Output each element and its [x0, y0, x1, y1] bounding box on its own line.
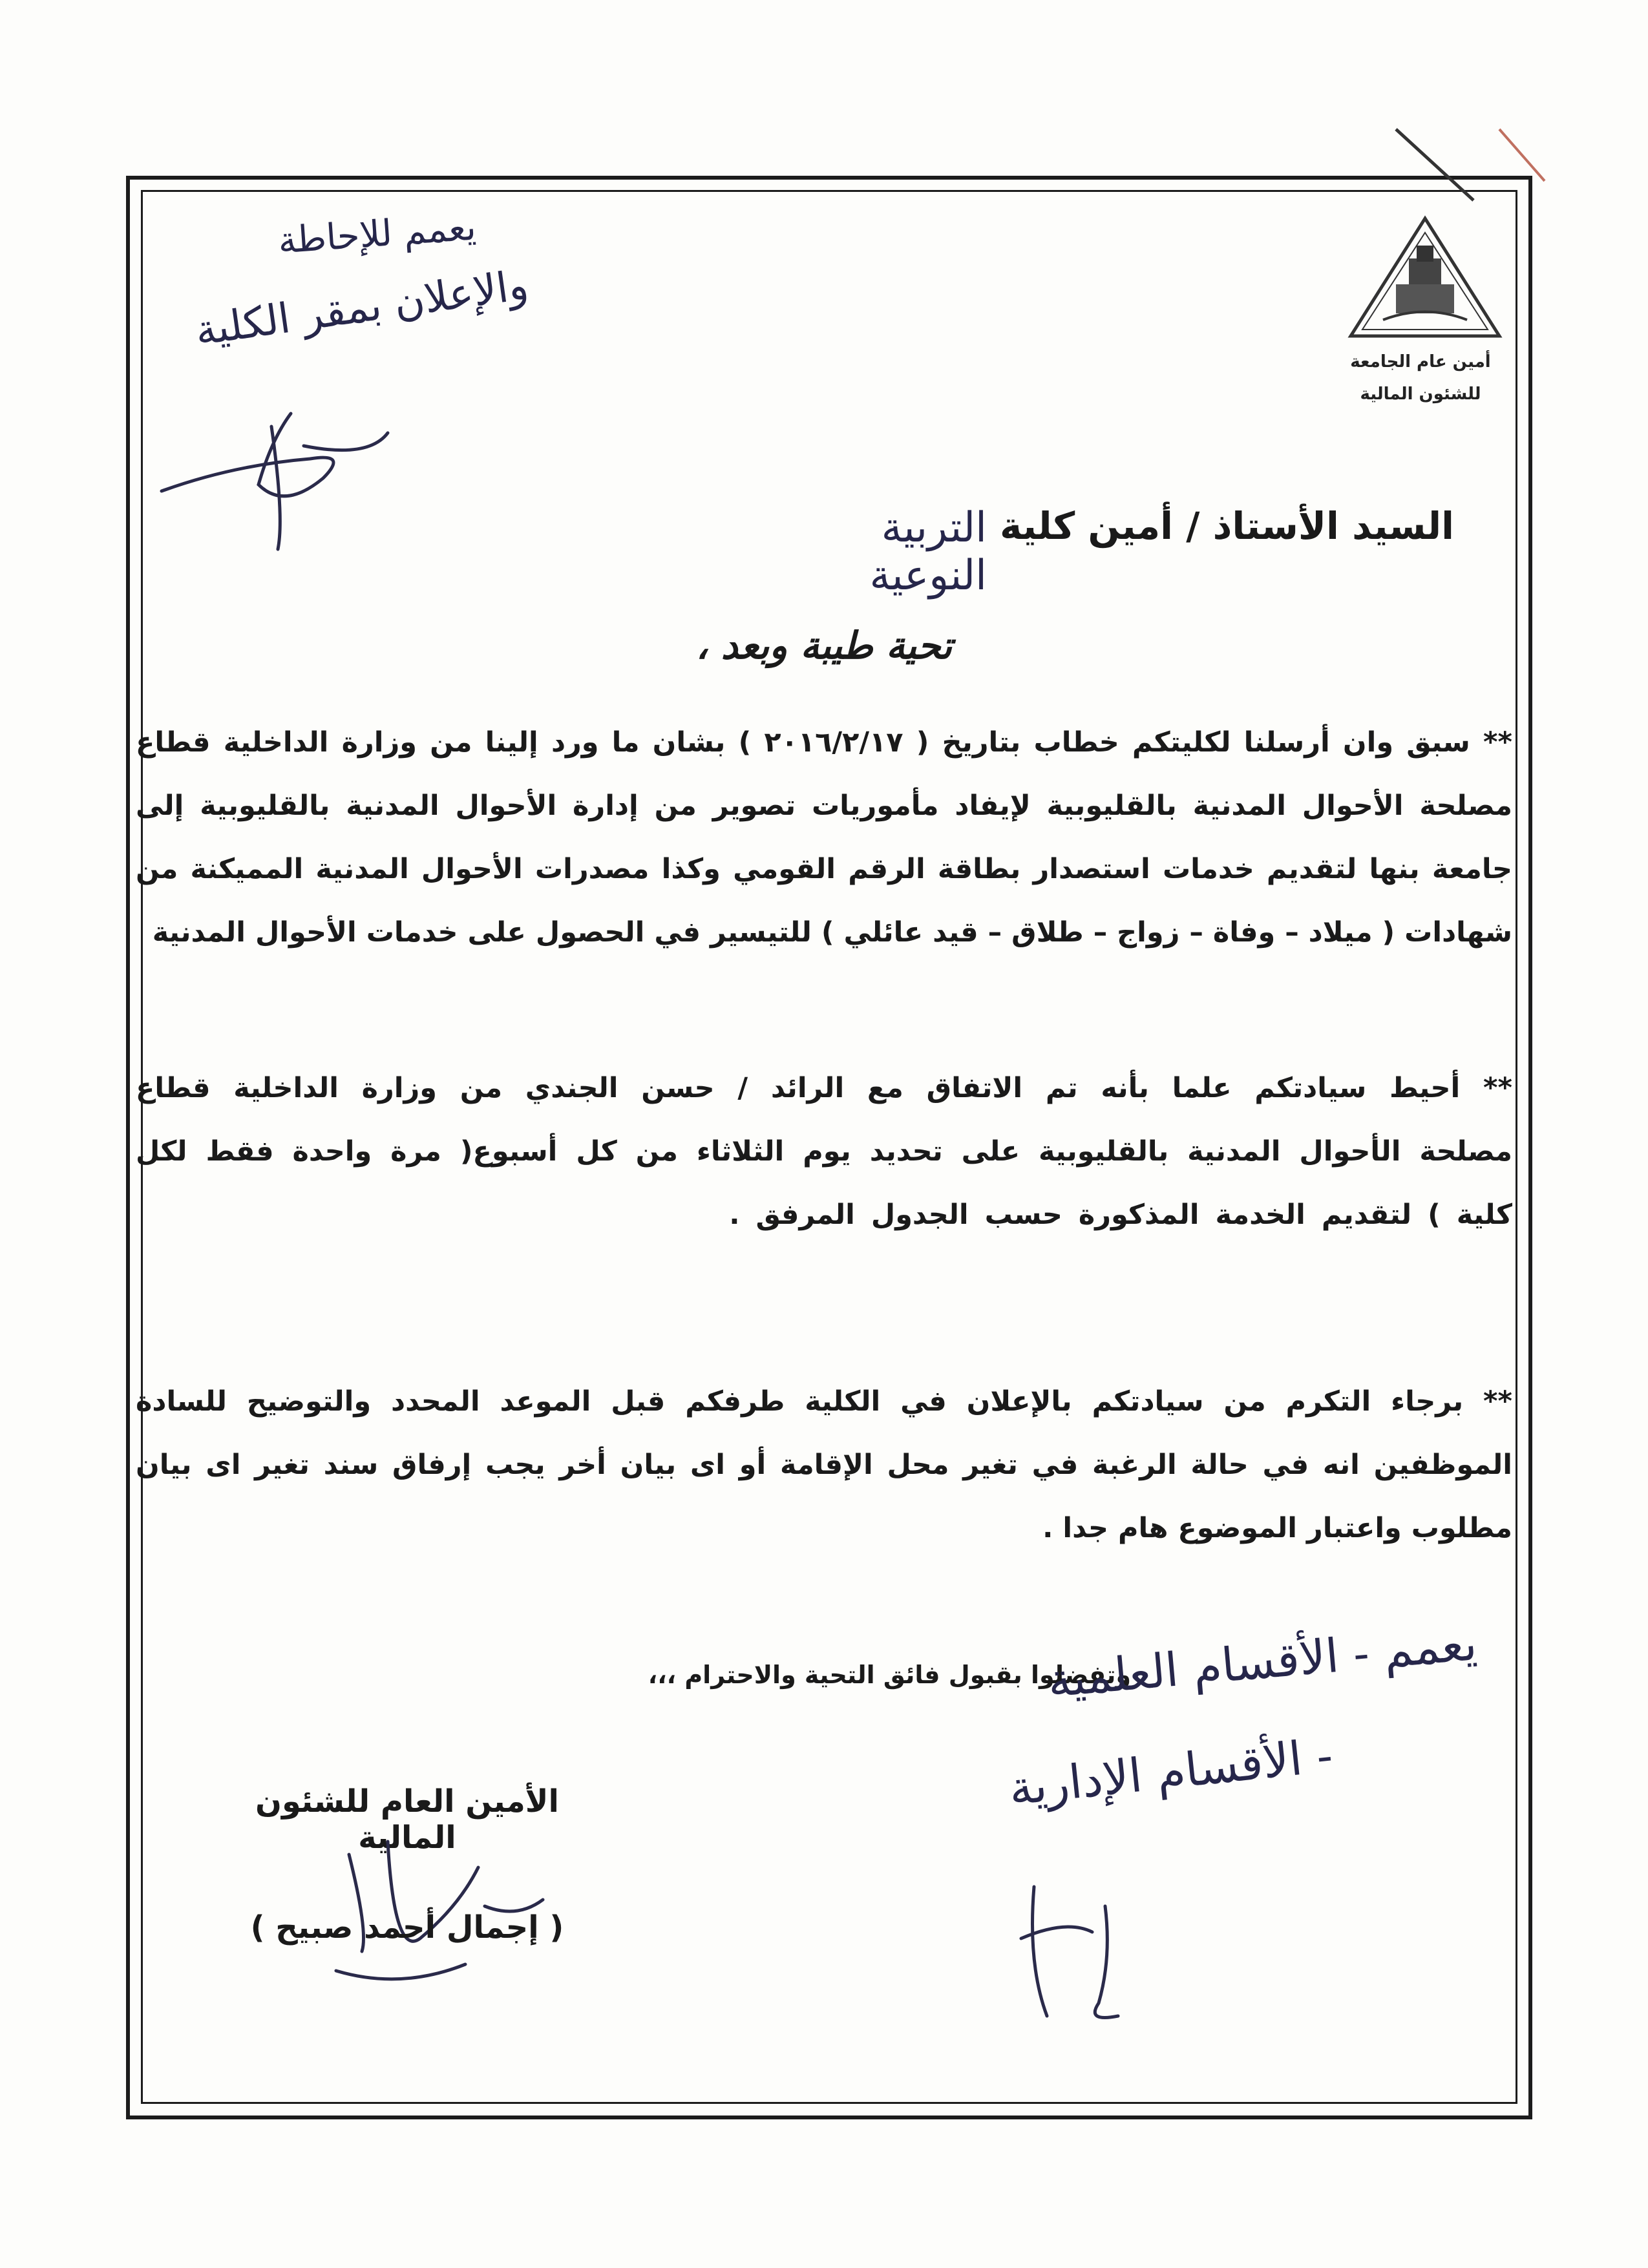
university-logo — [1344, 213, 1506, 342]
staple-mark — [1383, 116, 1551, 207]
letterhead-line-1: أمين عام الجامعة — [1350, 352, 1491, 372]
greeting: تحية طيبة وبعد ، — [695, 624, 953, 667]
signature-name: ( إجمال أحمد صبيح ) — [250, 1909, 564, 1946]
salutation-text: السيد الأستاذ / أمين كلية — [999, 504, 1454, 548]
paragraph-2: ** أحيط سيادتكم علما بأنه تم الاتفاق مع الرائد / حسن الجندي من وزارة الداخلية قطاع مصلحة الأحوال المدنية بالقليوبية على تحديد يوم الثلاثاء من كل أسبوع( مرة واحدة فقط لكل كلية ) لتقديم الخدمة المذكورة حسب الجدول المرفق . — [136, 1072, 1512, 1231]
handwritten-note-top-2: والإعلان بمقر الكلية — [192, 261, 531, 355]
handwritten-note-side-2: - الأقسام الإدارية — [1006, 1727, 1335, 1816]
salutation — [869, 504, 1454, 600]
handwritten-initials-top — [155, 388, 401, 556]
paragraph-1: ** سبق وان أرسلنا لكليتكم خطاب بتاريخ ( ٢٠١٦/٢/١٧ ) بشان ما ورد إلينا من وزارة الداخلية قطاع مصلحة الأحوال المدنية بالقليوبية لإيفاد مأموريات تصوير من إدارة الأحوال المدنية بالقليوبية إلى جامعة بنها لتقديم خدمات استصدار بطاقة الرقم القومي وكذا مصدرات الأحوال المدنية المميكنة من شهادات ( ميلاد – وفاة – زواج – طلاق – قيد عائلي ) للتيسير في الحصول على خدمات الأحوال المدنية — [136, 726, 1512, 949]
salutation-handwritten-fill: التربية النوعية — [869, 504, 987, 600]
handwritten-note-side-1: يعمم - الأقسام العلمية — [1045, 1616, 1479, 1708]
handwritten-initials-bottom — [1008, 1861, 1163, 2029]
handwritten-note-top-1: يعمم للإحاطة — [277, 206, 478, 262]
letterhead-line-2: للشئون المالية — [1360, 384, 1481, 404]
paragraph-3: ** برجاء التكرم من سيادتكم بالإعلان في الكلية طرفكم قبل الموعد المحدد والتوضيح للسادة الموظفين انه في حالة الرغبة في تغير محل الإقامة أو اى بيان أخر يجب إرفاق سند تغير اى بيان مطلوب واعتبار الموضوع هام جدا . — [136, 1385, 1512, 1544]
closing-line: وتفضلوا بقبول فائق التحية والاحترام ،،، — [648, 1661, 1131, 1689]
signature-title: الأمين العام للشئون المالية — [255, 1783, 559, 1856]
